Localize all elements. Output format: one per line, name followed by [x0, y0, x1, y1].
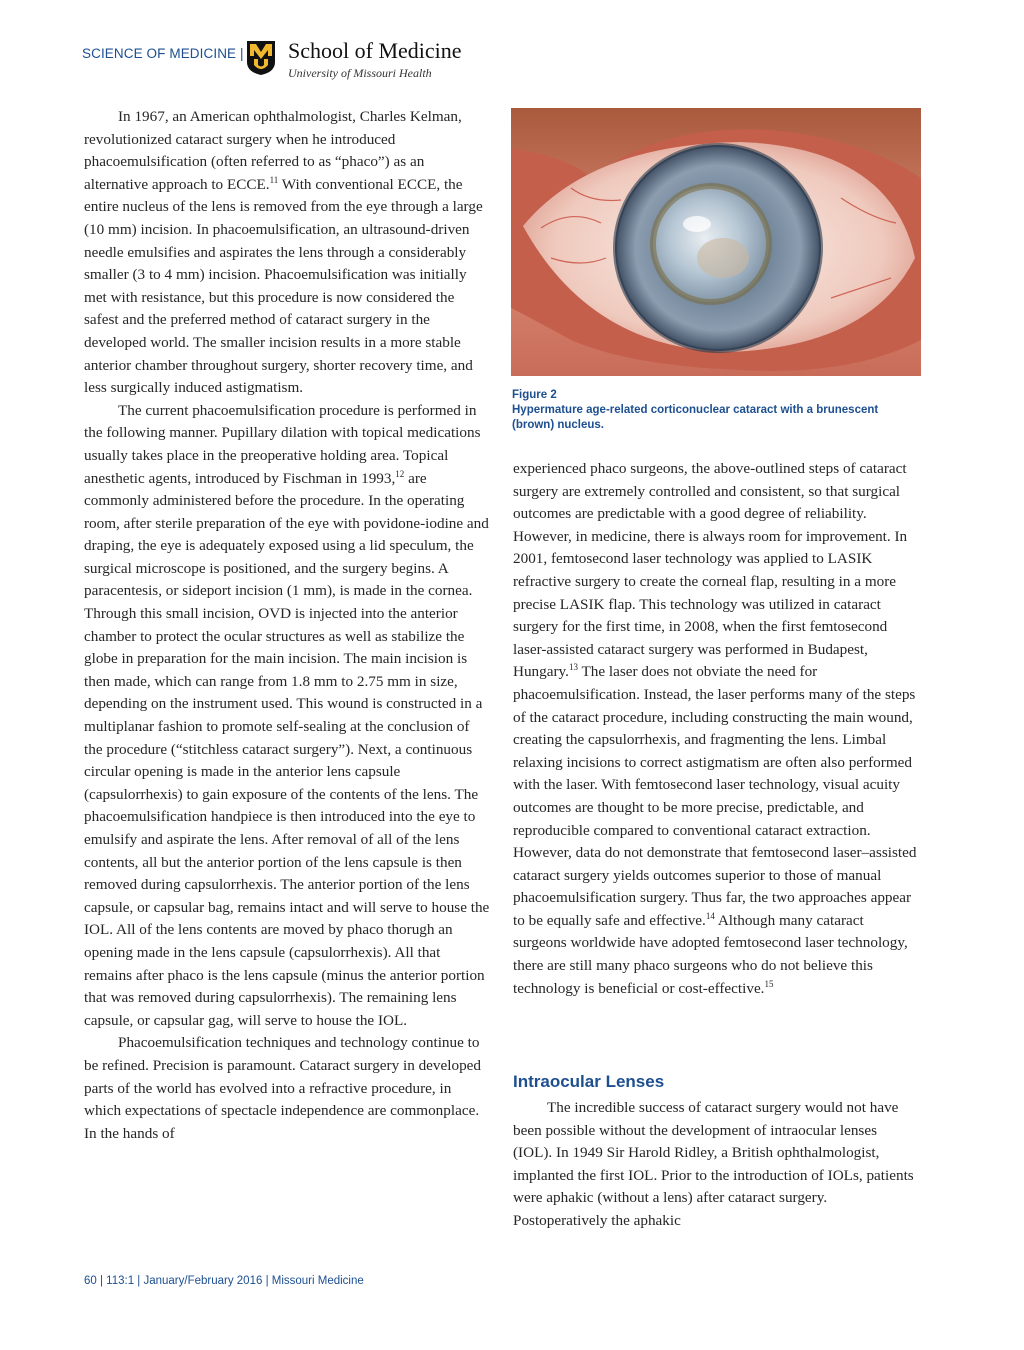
section-label: SCIENCE OF MEDICINE |	[82, 46, 244, 61]
page-header	[82, 40, 542, 82]
eye-illustration-icon	[511, 108, 921, 376]
paragraph-phaco-history: In 1967, an American ophthalmologist, Charles Kelman, revolutionized cataract surgery when he introduced phacoemulsification (often referred to as “phaco”) as an alternative approach to ECCE.$^{11}$ With conventional ECCE, the entire nucleus of the lens is removed from the eye through a large (10 mm) incision. In phacoemulsification, an ultrasound-driven needle emulsifies and aspirates the lens through a considerably smaller (3 to 4 mm) incision. Phacoemulsification was initially met with resistance, but this procedure is now considered the safest and the preferred method of cataract surgery in the developed world. The smaller incision results in a more stable anterior chamber throughout surgery, shorter recovery time, and less surgically induced astigmatism.	[84, 108, 483, 397]
paragraph-intraocular-lenses: The incredible success of cataract surgery would not have been possible without the development of intraocular lenses (IOL). In 1949 Sir Harold Ridley, a British ophthalmologist, implanted the first IOL. Prior to the introduction of IOLs, patients were aphakic (without a lens) after cataract surgery. Postoperatively the aphakic	[513, 1099, 914, 1229]
left-column	[84, 106, 490, 1145]
paragraph-phaco-procedure: The current phacoemulsification procedure is performed in the following manner. Pupillary dilation with topical medications usually takes place in the preoperative holding area. Topical anesthetic agents, introduced by Fischman in 1993,12 are commonly administered before the procedure. In the operating room, after sterile preparation of the eye with povidone-iodine and draping, the eye is adequately exposed using a lid speculum, the surgical microscope is positioned, and the surgery begins. A paracentesis, or sideport incision (1 mm), is made in the cornea. Through this small incision, OVD is injected into the anterior chamber to protect the ocular structures as well as stabilize the globe in preparation for the main incision. The main incision is then made, which can range from 1.8 mm to 2.75 mm in size, depending on the instrument used. This wound is constructed in a multiplanar fashion to promote self-sealing at the conclusion of the procedure (“stitchless cataract surgery”). Next, a continuous circular opening is made in the anterior lens capsule (capsulorrhexis) to gain exposure of the contents of the lens. The phacoemulsification handpiece is then introduced into the eye to emulsify and aspirate the lens. After removal of all of the lens contents, all but the anterior portion of the lens capsule is then removed during capsulorrhexis. The anterior portion of the lens capsule, or capsular bag, remains intact and will serve to house the IOL. All of the lens contents are moved by phaco thorugh an opening made in the lens capsule (capsulorrhexis). All that remains after phaco is the lens capsule (minus the anterior portion that was removed during capsulorrhexis). The remaining lens capsule, or capsular gag, will serve to house the IOL.	[84, 401, 490, 1029]
school-subtitle: University of Missouri Health	[288, 66, 432, 80]
citation-13: 13	[568, 662, 578, 673]
paragraph-phaco-refinement: Phacoemulsification techniques and technology continue to be refined. Precision is paramount. Cataract surgery in developed parts of the world has evolved into a refractive procedure, in which expectations of spectacle independence are commonplace. In the hands of	[84, 1034, 481, 1142]
right-column-lower	[513, 1097, 917, 1233]
cataract-eye-photo	[511, 108, 921, 376]
school-name: School of Medicine	[288, 38, 462, 63]
section-heading-intraocular-lenses: Intraocular Lenses	[513, 1072, 665, 1091]
citation-11: 11	[269, 174, 279, 185]
page-footer: 60 | 113:1 | January/February 2016 | Missouri Medicine	[84, 1275, 364, 1287]
figure-caption	[512, 388, 922, 433]
figure-label: Figure 2	[512, 389, 557, 401]
paragraph-femtosecond-laser: experienced phaco surgeons, the above-outlined steps of cataract surgery are extremely controlled and consistent, so that surgical outcomes are predictable with a good degree of reliability. However, in medicine, there is always room for improvement. In 2001, femtosecond laser technology was applied to LASIK refractive surgery to create the corneal flap, resulting in a more precise LASIK flap. This technology was utilized in cataract surgery for the first time, in 2008, when the first femtosecond laser-assisted cataract surgery was performed in Budapest, Hungary.$^{13}$ The laser does not obviate the need for phacoemulsification. Instead, the laser performs many of the steps of the cataract procedure, including constructing the main wound, creating the capsulorrhexis, and fragmenting the lens. Limbal relaxing incisions to correct astigmatism are often also performed with the laser. With femtosecond laser technology, visual acuity outcomes are thought to be more precise, predictable, and reproducible compared to conventional cataract extraction. However, data do not demonstrate that femtosecond laser–assisted cataract surgery yields outcomes superior to those of manual phacoemulsification surgery. Thus far, the two approaches appear to be equally safe and effective.$^{14}$ Although many cataract surgeons worldwide have adopted femtosecond laser technology, there are still many phaco surgeons who do not believe this technology is beneficial or cost-effective.$^{15}$	[513, 460, 917, 997]
figure-caption-text: Hypermature age-related corticonuclear cataract with a brunescent (brown) nucleus.	[512, 404, 879, 431]
citation-12: 12	[395, 468, 405, 479]
citation-15: 15	[764, 978, 774, 989]
right-column-upper	[513, 458, 917, 1000]
mizzou-shield-logo-icon	[246, 40, 276, 76]
citation-14: 14	[705, 910, 715, 921]
